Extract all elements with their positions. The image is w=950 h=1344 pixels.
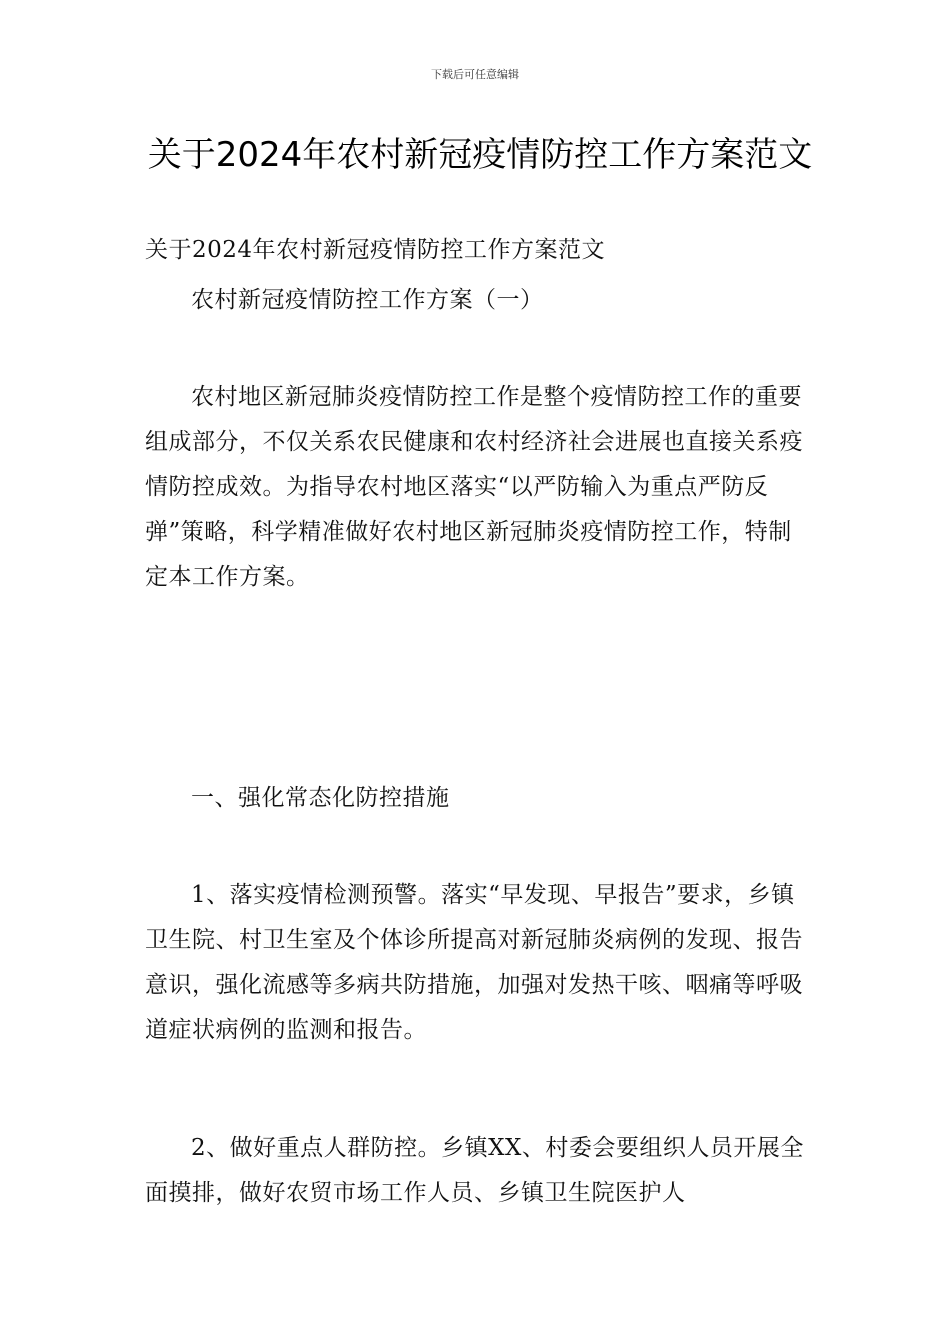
heading-strengthen-measures: 一、强化常态化防控措施 <box>191 785 450 811</box>
item-1-paragraph: 1、落实疫情检测预警。落实“早发现、早报告”要求，乡镇卫生院、村卫生室及个体诊所提高对新冠肺炎病例的发现、报告意识，强化流感等多病共防措施，加强对发热干咳、咽痛等呼吸道症状病例的监测和报告。 <box>145 882 803 1043</box>
item-2-paragraph: 2、做好重点人群防控。乡镇XX、村委会要组织人员开展全面摸排，做好农贸市场工作人员、乡镇卫生院医护人 <box>145 1135 804 1206</box>
intro-paragraph: 农村地区新冠肺炎疫情防控工作是整个疫情防控工作的重要组成部分，不仅关系农民健康和农村经济社会进展也直接关系疫情防控成效。为指导农村地区落实“以严防输入为重点严防反弹”策略，科学精准做好农村地区新冠肺炎疫情防控工作，特制定本工作方案。 <box>145 384 803 590</box>
header-note: 下载后可任意编辑 <box>431 68 519 81</box>
subtitle: 关于2024年农村新冠疫情防控工作方案范文 <box>145 237 606 263</box>
document-title: 关于2024年农村新冠疫情防控工作方案范文 <box>147 135 813 175</box>
section-title: 农村新冠疫情防控工作方案（一） <box>191 287 544 313</box>
